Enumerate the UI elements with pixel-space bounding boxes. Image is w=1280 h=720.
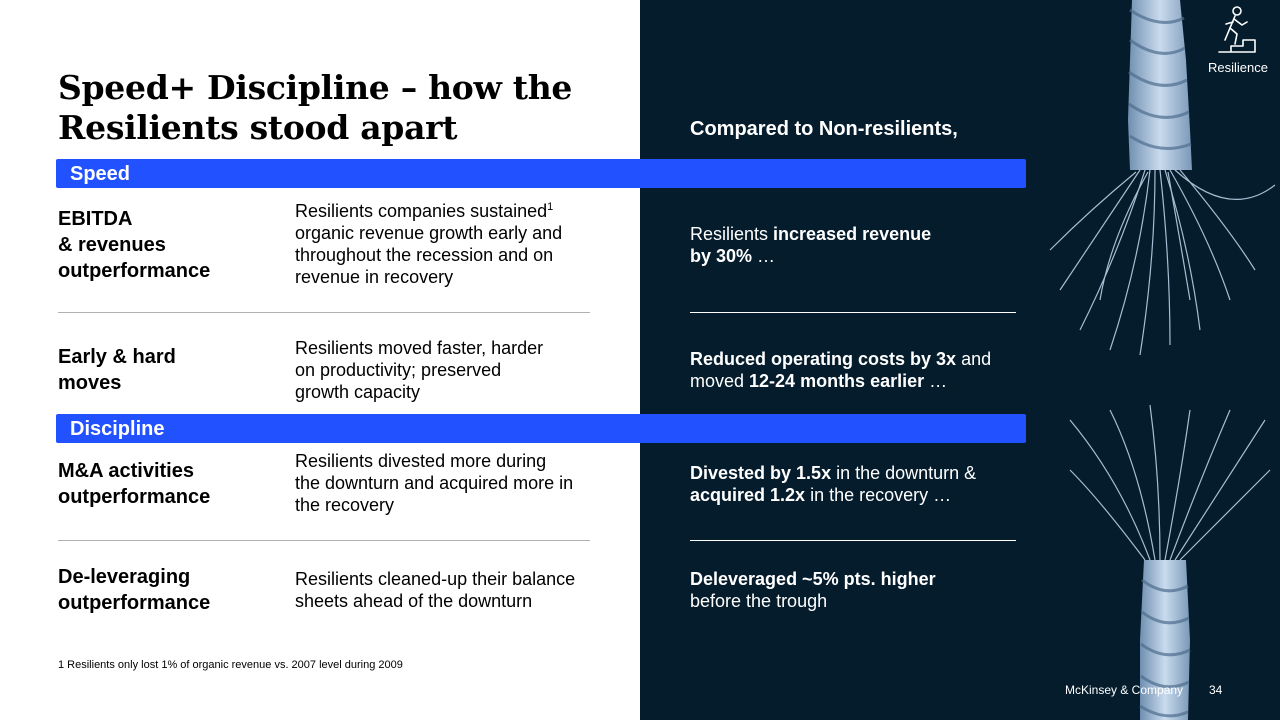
row-result-early-moves (690, 348, 1010, 392)
section-bar-speed (56, 159, 1026, 188)
section-bar-discipline (56, 414, 1026, 443)
result-text: in the downturn & (831, 463, 977, 483)
result-text-bold: 12-24 months earlier (749, 371, 925, 391)
heading-line: EBITDA (58, 208, 133, 230)
divider (690, 312, 1016, 313)
heading-line: M&A activities (58, 460, 194, 482)
result-text: in the recovery … (805, 485, 952, 505)
result-text-bold: Divested by 1.5x (690, 463, 832, 483)
footer-brand: McKinsey & Company (1065, 683, 1184, 697)
heading-line: Early & hard (58, 346, 176, 368)
row-heading-ebitda (58, 206, 278, 284)
result-text-bold: increased revenue by 30% (690, 224, 932, 266)
heading-line: outperformance (58, 592, 211, 614)
row-description-ebitda (295, 200, 580, 288)
divider (58, 312, 590, 313)
resilience-badge (1200, 6, 1276, 75)
row-heading-m-and-a (58, 458, 278, 510)
divider (58, 540, 590, 541)
result-text-bold: Reduced operating costs by 3x (690, 349, 957, 369)
person-climbing-stairs-icon (1215, 6, 1261, 56)
frayed-rope-image (1040, 0, 1280, 720)
badge-label: Resilience (1208, 60, 1268, 75)
heading-line: De-leveraging (58, 566, 191, 588)
result-text: … (924, 371, 948, 391)
result-text: and moved (690, 349, 992, 391)
heading-line: outperformance (58, 486, 211, 508)
footnote-marker: 1 (547, 201, 554, 213)
row-description-m-and-a: Resilients divested more during the downturn and acquired more in the recovery (295, 451, 574, 515)
row-result-m-and-a (690, 462, 990, 506)
row-result-deleveraging (690, 568, 960, 612)
result-text: … (752, 246, 776, 266)
heading-line: & revenues (58, 234, 166, 256)
section-label-speed: Speed (70, 163, 131, 185)
heading-line: moves (58, 372, 122, 394)
heading-line: outperformance (58, 260, 211, 282)
result-text-bold: Deleveraged ~5% pts. higher (690, 569, 936, 589)
description-text-rest: organic revenue growth early and throughout the recession and on revenue in recovery (295, 223, 563, 287)
page-number: 34 (1209, 683, 1223, 697)
result-text: Resilients (690, 224, 774, 244)
section-label-discipline: Discipline (70, 418, 165, 440)
row-description-deleveraging: Resilients cleaned-up their balance sheets ahead of the downturn (295, 569, 576, 611)
row-heading-early-moves (58, 344, 278, 396)
footnote: 1 Resilients only lost 1% of organic revenue vs. 2007 level during 2009 (58, 659, 403, 671)
row-description-early-moves: Resilients moved faster, harder on productivity; preserved growth capacity (295, 338, 544, 402)
divider (690, 540, 1016, 541)
description-text: Resilients companies sustained (295, 201, 548, 221)
result-text: before the trough (690, 591, 828, 611)
row-result-ebitda (690, 223, 950, 267)
result-text-bold: acquired 1.2x (690, 485, 806, 505)
page-title: Speed+ Discipline – how the Resilients stood apart (58, 68, 573, 147)
compared-heading: Compared to Non-resilients, (690, 118, 958, 140)
row-heading-deleveraging (58, 564, 278, 616)
